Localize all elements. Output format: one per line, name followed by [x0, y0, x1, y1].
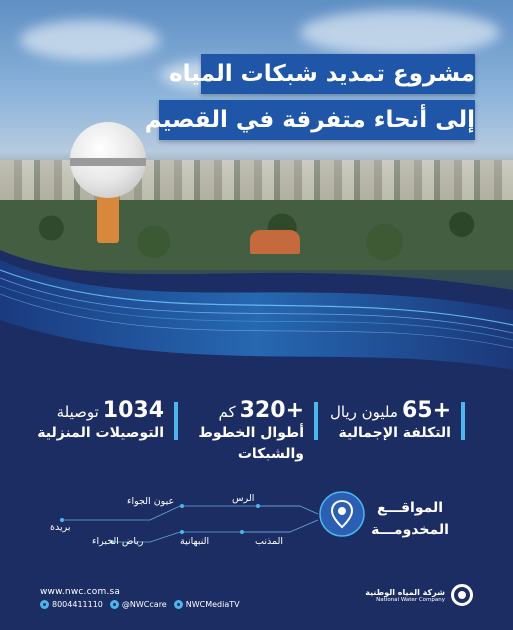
- phone-contact[interactable]: [40, 600, 103, 609]
- stat-unit: كم: [218, 403, 236, 421]
- city-label-almithnab: المذنب: [255, 536, 283, 547]
- stat-unit: مليون ريال: [329, 403, 398, 421]
- contact-row: [40, 600, 240, 609]
- stat-house-connections: [14, 398, 178, 444]
- stat-value: +320: [239, 398, 304, 423]
- media-handle: NWCMediaTV: [185, 600, 240, 609]
- stat-accent-bar: [174, 402, 178, 440]
- website-link[interactable]: www.nwc.com.sa: [40, 587, 121, 597]
- twitter-icon: [110, 600, 119, 609]
- stat-value-row: [14, 398, 164, 423]
- stat-value-row: [174, 398, 304, 423]
- stat-description: أطوال الخطوط: [198, 425, 304, 441]
- location-pin-icon: [318, 490, 366, 538]
- city-label-alrass: الرس: [232, 493, 255, 504]
- youtube-icon: [174, 600, 183, 609]
- stat-description: التوصيلات المنزلية: [37, 425, 164, 441]
- twitter-contact[interactable]: [110, 600, 167, 609]
- nwc-logo-icon: [451, 584, 473, 606]
- locations-connector-lines: [0, 480, 513, 560]
- twitter-handle: @NWCcare: [121, 600, 167, 609]
- company-logo: [365, 584, 473, 606]
- city-label-alnabhaniyah: النبهانية: [180, 536, 210, 547]
- locations-title-line-2: المخدومـــة: [371, 522, 449, 538]
- locations-title-line-1: المواقـــع: [376, 500, 444, 516]
- city-label-buraidah: بريدة: [50, 522, 71, 533]
- stat-accent-bar: [314, 402, 318, 440]
- water-tower-ring: [70, 158, 146, 166]
- cloud: [300, 10, 500, 55]
- stat-line-length: [174, 398, 318, 465]
- stat-total-cost: [311, 398, 465, 444]
- stat-description-2: والشبكات: [237, 446, 304, 462]
- city-label-uyun-aljiwa: عيون الجواء: [127, 496, 175, 507]
- stat-value: 1034: [102, 398, 164, 423]
- youtube-contact[interactable]: [174, 600, 240, 609]
- stat-unit: توصيلة: [56, 403, 99, 421]
- title-line-1: مشروع تمديد شبكات المياه: [201, 54, 475, 94]
- stat-value-row: [311, 398, 451, 423]
- cloud: [20, 20, 160, 60]
- stat-description: التكلفة الإجمالية: [338, 425, 451, 441]
- stat-value: +65: [401, 398, 451, 423]
- city-label-riyadh-alkhabra: رياض الخبراء: [92, 536, 144, 547]
- company-name-ar: شركة المياه الوطنية: [365, 587, 445, 597]
- stat-accent-bar: [461, 402, 465, 440]
- decorative-waves: [0, 230, 513, 400]
- phone-icon: [40, 600, 49, 609]
- company-name-en: National Water Company: [376, 596, 445, 603]
- phone-number: 8004411110: [52, 600, 103, 609]
- title-line-2: إلى أنحاء متفرقة في القصيم: [159, 100, 475, 140]
- logo-text: [365, 588, 445, 603]
